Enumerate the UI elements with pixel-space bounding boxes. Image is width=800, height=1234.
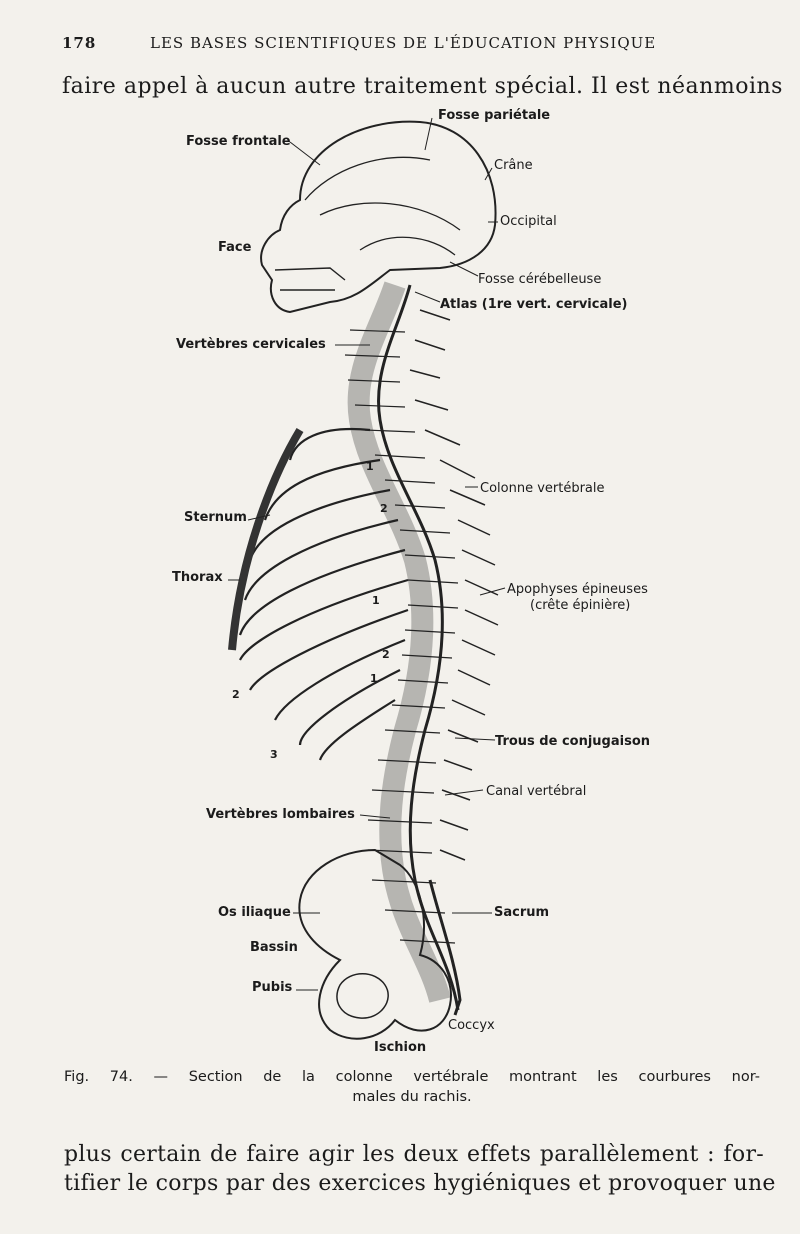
page-number: 178 [62, 34, 97, 52]
label-crane: Crâne [494, 158, 533, 173]
rib-number: 3 [270, 748, 278, 761]
label-occipital: Occipital [500, 214, 557, 229]
label-coccyx: Coccyx [448, 1018, 495, 1033]
label-crete-epiniere: (crête épinière) [530, 598, 631, 613]
label-sternum: Sternum [184, 510, 247, 525]
label-apophyses-epineuses: Apophyses épineuses [507, 582, 648, 597]
label-colonne-vertebrale: Colonne vertébrale [480, 481, 605, 496]
label-atlas: Atlas (1re vert. cervicale) [440, 297, 628, 312]
sternum [232, 430, 300, 650]
label-vertebres-lombaires: Vertèbres lombaires [206, 807, 355, 822]
label-fosse-frontale: Fosse frontale [186, 134, 291, 149]
figure-caption [64, 1067, 760, 1107]
label-canal-vertebral: Canal vertébral [486, 784, 587, 799]
rib-number: 1 [370, 672, 378, 685]
skull-outline [261, 122, 495, 312]
body-line-2: tifier le corps par des exercices hygiéniques et provoquer une [64, 1171, 776, 1196]
label-pubis: Pubis [252, 980, 293, 995]
spine-illustration [0, 100, 800, 1060]
label-trous-de-conjugaison: Trous de conjugaison [495, 734, 651, 749]
pelvis-foramen [337, 974, 388, 1018]
rib-number: 2 [380, 502, 388, 515]
label-ischion: Ischion [374, 1040, 427, 1055]
label-os-iliaque: Os iliaque [218, 905, 291, 920]
rib-number: 1 [372, 594, 380, 607]
label-vertebres-cervicales: Vertèbres cervicales [176, 337, 326, 352]
rib-number: 2 [232, 688, 240, 701]
spine-figure [0, 100, 800, 1060]
body-text-top: faire appel à aucun autre traitement spécial. Il est néanmoins [62, 74, 783, 99]
body-line-1: plus certain de faire agir les deux effets parallèlement : for- [64, 1142, 764, 1167]
label-thorax: Thorax [172, 570, 223, 585]
rib-number: 2 [382, 648, 390, 661]
label-bassin: Bassin [250, 940, 298, 955]
skull-fossa-lines [305, 157, 460, 255]
label-fosse-cerebelleuse: Fosse cérébelleuse [478, 272, 602, 287]
label-face: Face [218, 240, 252, 255]
jaw-line [275, 268, 345, 290]
running-title: LES BASES SCIENTIFIQUES DE L'ÉDUCATION PHYSIQUE [150, 34, 657, 52]
caption-line-2: males du rachis. [352, 1089, 472, 1105]
rib-number: 1 [366, 460, 374, 473]
label-sacrum: Sacrum [494, 905, 550, 920]
body-text-bottom [64, 1140, 776, 1198]
caption-line-1: Fig. 74. — Section de la colonne vertébrale montrant les courbures nor- [64, 1069, 760, 1085]
label-fosse-parietale: Fosse pariétale [438, 108, 551, 123]
